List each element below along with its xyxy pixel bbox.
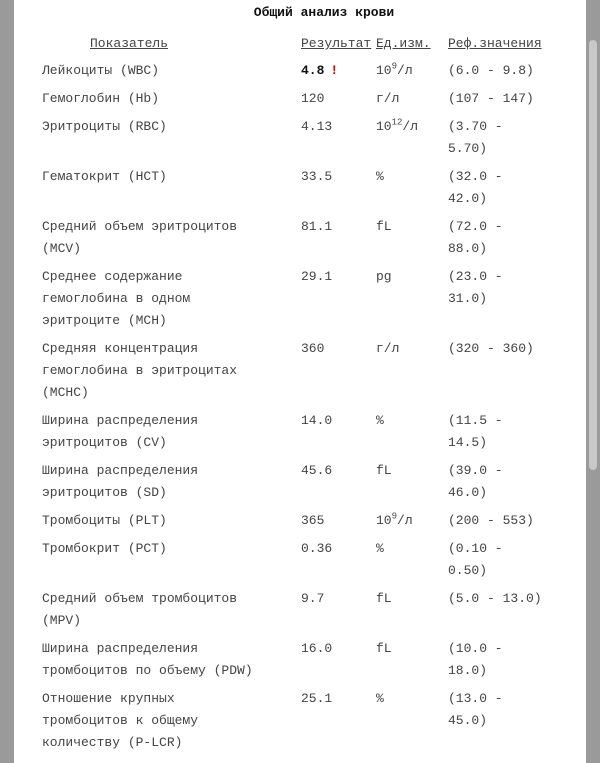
row-reference <box>448 216 548 266</box>
row-name <box>42 266 301 338</box>
row-name <box>42 588 301 638</box>
row-result <box>301 538 376 588</box>
unit-rest: /л <box>397 513 413 528</box>
result-value: 120 <box>301 91 325 106</box>
result-value: 4.13 <box>301 119 333 134</box>
row-reference <box>448 410 548 460</box>
row-name <box>42 538 301 588</box>
parameter-name: Гемоглобин (Hb) <box>42 91 160 106</box>
row-unit <box>376 116 448 166</box>
parameter-name: Средний объем тромбоцитов (MPV) <box>42 591 238 628</box>
result-value: 9.7 <box>301 591 325 606</box>
row-reference <box>448 460 548 510</box>
row-unit <box>376 166 448 216</box>
reference-range: (39.0 - 46.0) <box>448 463 503 500</box>
row-result <box>301 638 376 688</box>
row-name <box>42 688 301 760</box>
parameter-name: Ширина распределения эритроцитов (SD) <box>42 463 199 500</box>
parameter-name: Ширина распределения тромбоцитов по объему (PDW) <box>42 641 253 678</box>
row-reference <box>448 116 548 166</box>
header-parameter: Показатель <box>90 36 169 51</box>
parameter-name: Отношение крупных тромбоцитов к общему количеству (P-LCR) <box>42 691 199 750</box>
parameter-name: Тромбоциты (PLT) <box>42 513 167 528</box>
row-unit <box>376 338 448 410</box>
row-name <box>42 116 301 166</box>
row-reference <box>448 588 548 638</box>
row-result <box>301 88 376 116</box>
row-name <box>42 338 301 410</box>
header-result: Результат <box>301 36 372 51</box>
parameter-name: Средний объем эритроцитов (MCV) <box>42 219 238 256</box>
unit-value: pg <box>376 269 392 284</box>
reference-range: (107 - 147) <box>448 91 534 106</box>
row-unit <box>376 688 448 760</box>
results-table <box>42 33 548 760</box>
row-result <box>301 688 376 760</box>
parameter-name: Среднее содержание гемоглобина в одном эритроците (MCH) <box>42 269 191 328</box>
row-reference <box>448 510 548 538</box>
row-reference <box>448 688 548 760</box>
row-name <box>42 638 301 688</box>
reference-range: (0.10 - 0.50) <box>448 541 503 578</box>
row-unit <box>376 60 448 88</box>
row-result <box>301 460 376 510</box>
row-result <box>301 510 376 538</box>
unit-value: fL <box>376 463 392 478</box>
parameter-name: Гематокрит (HCT) <box>42 169 167 184</box>
unit-value: г/л <box>376 91 400 106</box>
row-reference <box>448 538 548 588</box>
unit-exponent: 9 <box>391 511 398 522</box>
reference-range: (200 - 553) <box>448 513 534 528</box>
result-value: 45.6 <box>301 463 333 478</box>
row-result <box>301 216 376 266</box>
row-result <box>301 166 376 216</box>
report-page <box>14 0 586 763</box>
reference-range: (23.0 - 31.0) <box>448 269 503 306</box>
parameter-name: Тромбокрит (PCT) <box>42 541 167 556</box>
row-name <box>42 60 301 88</box>
row-result <box>301 60 376 88</box>
row-unit <box>376 88 448 116</box>
row-result <box>301 338 376 410</box>
unit-value: % <box>376 691 384 706</box>
row-name <box>42 410 301 460</box>
unit-rest: /л <box>402 119 419 134</box>
parameter-name: Средняя концентрация гемоглобина в эритроцитах (MCHC) <box>42 341 238 400</box>
row-name <box>42 88 301 116</box>
result-value: 365 <box>301 513 325 528</box>
row-reference <box>448 338 548 410</box>
row-unit <box>376 410 448 460</box>
row-unit <box>376 638 448 688</box>
row-name <box>42 460 301 510</box>
row-reference <box>448 60 548 88</box>
result-value: 360 <box>301 341 325 356</box>
row-unit <box>376 216 448 266</box>
reference-range: (10.0 - 18.0) <box>448 641 503 678</box>
row-reference <box>448 638 548 688</box>
row-reference <box>448 266 548 338</box>
result-value: 0.36 <box>301 541 333 556</box>
unit-value: % <box>376 169 384 184</box>
row-unit <box>376 588 448 638</box>
result-value: 33.5 <box>301 169 333 184</box>
row-unit <box>376 538 448 588</box>
unit-rest: /л <box>397 63 413 78</box>
unit-value: % <box>376 413 384 428</box>
result-value: 81.1 <box>301 219 333 234</box>
unit-exponent: 9 <box>391 61 398 72</box>
reference-range: (320 - 360) <box>448 341 534 356</box>
reference-range: (5.0 - 13.0) <box>448 591 542 606</box>
report-title: Общий анализ крови <box>253 5 395 20</box>
row-reference <box>448 166 548 216</box>
row-name <box>42 166 301 216</box>
row-name <box>42 216 301 266</box>
result-value: 25.1 <box>301 691 333 706</box>
parameter-name: Эритроциты (RBC) <box>42 119 167 134</box>
result-value: 16.0 <box>301 641 333 656</box>
parameter-name: Ширина распределения эритроцитов (CV) <box>42 413 199 450</box>
unit-value: fL <box>376 219 392 234</box>
reference-range: (3.70 - 5.70) <box>448 119 503 156</box>
reference-range: (11.5 - 14.5) <box>448 413 503 450</box>
reference-range: (32.0 - 42.0) <box>448 169 503 206</box>
header-unit: Ед.изм. <box>376 36 431 51</box>
row-reference <box>448 88 548 116</box>
unit-base: 10 <box>376 63 392 78</box>
row-unit <box>376 510 448 538</box>
row-result <box>301 410 376 460</box>
row-name <box>42 510 301 538</box>
parameter-name: Лейкоциты (WBC) <box>42 63 160 78</box>
unit-exponent: 12 <box>391 117 403 128</box>
abnormal-flag-icon: ! <box>330 63 339 78</box>
scrollbar-thumb[interactable] <box>589 40 597 470</box>
unit-value: fL <box>376 641 392 656</box>
header-reference: Реф.значения <box>448 36 542 51</box>
row-result <box>301 116 376 166</box>
row-unit <box>376 266 448 338</box>
row-result <box>301 266 376 338</box>
result-value: 29.1 <box>301 269 333 284</box>
unit-base: 10 <box>376 119 392 134</box>
unit-base: 10 <box>376 513 392 528</box>
reference-range: (6.0 - 9.8) <box>448 63 534 78</box>
result-value: 4.8 <box>301 63 325 78</box>
unit-value: г/л <box>376 341 400 356</box>
unit-value: % <box>376 541 384 556</box>
unit-value: fL <box>376 591 392 606</box>
reference-range: (13.0 - 45.0) <box>448 691 503 728</box>
row-result <box>301 588 376 638</box>
reference-range: (72.0 - 88.0) <box>448 219 503 256</box>
result-value: 14.0 <box>301 413 333 428</box>
row-unit <box>376 460 448 510</box>
